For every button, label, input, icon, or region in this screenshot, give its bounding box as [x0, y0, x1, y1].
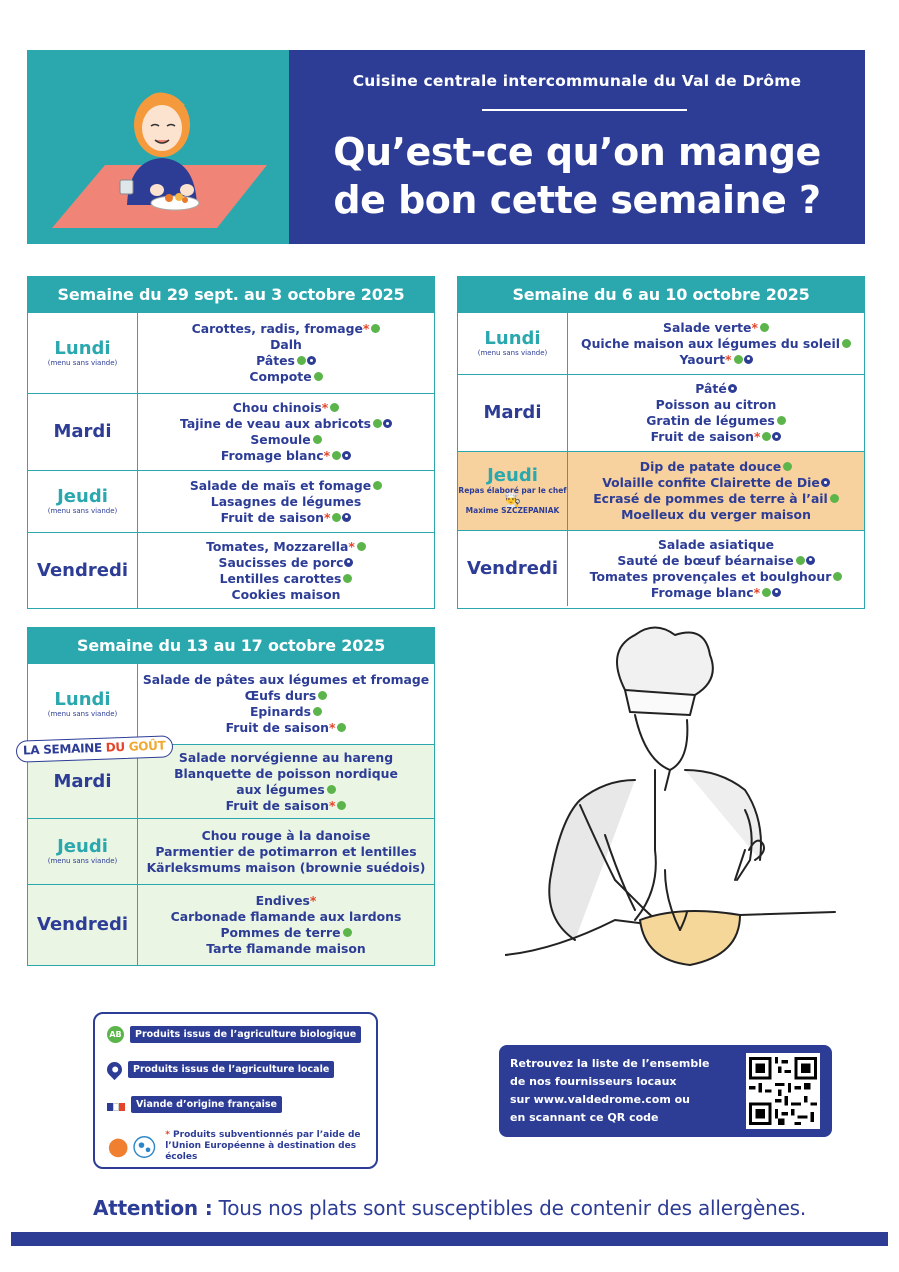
bio-icon [327, 785, 336, 794]
chef-note: Repas élaboré par le chef 👨‍🍳 [458, 486, 567, 509]
dish: Quiche maison aux légumes du soleil [581, 336, 851, 352]
dish: Carbonade flamande aux lardons [170, 909, 402, 924]
local-icon [772, 432, 781, 441]
dish-list [138, 533, 434, 608]
qr-code-pattern [749, 1056, 817, 1126]
dish-list [138, 819, 434, 884]
dish-list [138, 745, 434, 818]
dish: Chou chinois* [233, 400, 339, 416]
week-table-1 [27, 276, 435, 609]
dish: Chou rouge à la danoise [201, 827, 371, 843]
day-row-vendredi [28, 884, 434, 965]
day-name: Lundi [54, 337, 111, 359]
dish: Pâtes [256, 353, 316, 369]
header-banner [289, 50, 865, 244]
bio-icon [337, 723, 346, 732]
dish: Fruit de saison* [221, 510, 352, 526]
dish: Fruit de saison* [226, 720, 347, 736]
bio-icon [297, 356, 306, 365]
dish: Moelleux du verger maison [621, 507, 811, 522]
legend-label: * Produits subventionnés par l’aide de l’Union Européenne à destination des écoles [165, 1130, 361, 1162]
dish: Dalh [270, 337, 302, 352]
dish: Salade norvégienne au hareng [178, 749, 394, 765]
day-note: (menu sans viande) [47, 358, 118, 367]
page-title [289, 128, 865, 224]
dish: Yaourt* [679, 352, 752, 368]
week-table-2 [457, 276, 865, 609]
day-cell [28, 533, 138, 608]
dish-list [138, 313, 434, 393]
bio-icon [760, 323, 769, 332]
dish: Parmentier de potimarron et lentilles [155, 843, 417, 859]
dish: Carottes, radis, fromage* [192, 321, 381, 337]
day-name: Jeudi [487, 465, 538, 486]
dish: Lentilles carottes [220, 571, 353, 587]
hero-illustration [27, 50, 289, 244]
dish: Kärleksmums maison (brownie suédois) [146, 859, 426, 875]
day-cell [28, 313, 138, 393]
dish: Fruit de saison* [651, 429, 782, 445]
dish-list [138, 394, 434, 470]
bio-icon [373, 419, 382, 428]
dish: Tomates, Mozzarella* [206, 539, 366, 555]
dish: Tomates provençales et boulghour [590, 569, 843, 585]
day-cell [28, 394, 138, 470]
dish: Salade de maïs et fomage [190, 478, 382, 494]
chef-name: Maxime SZCZEPANIAK [465, 506, 560, 515]
dish: Pommes de terre [220, 925, 351, 941]
day-row-lundi [28, 312, 434, 393]
dish: Poisson au citron [655, 397, 777, 412]
child-eating-illustration [27, 50, 289, 244]
legend-item-bio [107, 1026, 361, 1043]
bio-icon [373, 481, 382, 490]
week-table-3 [27, 627, 435, 966]
dish: Semoule [250, 432, 321, 448]
local-icon [806, 556, 815, 565]
dish: Fromage blanc* [651, 585, 781, 601]
dish: Tarte flamande maison [206, 941, 366, 956]
bio-icon [318, 691, 327, 700]
local-icon [383, 419, 392, 428]
dish: Fruit de saison* [226, 798, 347, 814]
day-name: Vendredi [37, 914, 128, 935]
qr-code[interactable] [746, 1053, 820, 1129]
dish: Pâté [695, 381, 736, 397]
bio-icon [313, 435, 322, 444]
dish: Endives* [255, 893, 317, 908]
bio-icon [371, 324, 380, 333]
day-name: Vendredi [467, 557, 558, 579]
day-row-lundi [28, 663, 434, 744]
dish: Salade de pâtes aux légumes et fromage [142, 672, 430, 687]
dish: Tajine de veau aux abricots [180, 416, 392, 432]
bio-icon [332, 513, 341, 522]
day-name: Mardi [53, 421, 112, 442]
location-pin-icon [104, 1059, 125, 1080]
bio-icon [314, 372, 323, 381]
qr-description: Retrouvez la liste de l’ensemble de nos fournisseurs locaux sur www.valdedrome.com ou en scannant ce QR code [510, 1057, 710, 1124]
day-name: Jeudi [57, 836, 108, 857]
dish: Ecrasé de pommes de terre à l’ail [593, 491, 839, 507]
day-name: Vendredi [37, 559, 128, 581]
bio-icon [783, 462, 792, 471]
legend-label: Produits issus de l’agriculture locale [128, 1061, 334, 1078]
day-row-jeudi [28, 818, 434, 884]
header-divider [482, 109, 687, 111]
day-row-lundi [458, 312, 864, 374]
bio-icon [796, 556, 805, 565]
day-cell [458, 313, 568, 374]
footer-bar [11, 1232, 888, 1246]
bio-icon [842, 339, 851, 348]
week-title: Semaine du 13 au 17 octobre 2025 [28, 628, 434, 663]
day-name: Lundi [484, 328, 541, 349]
bio-icon [330, 403, 339, 412]
day-name: Jeudi [57, 486, 108, 507]
day-cell [458, 375, 568, 451]
day-cell [28, 664, 138, 744]
day-cell [28, 885, 138, 965]
dish: Fromage blanc* [221, 448, 351, 464]
bio-icon [777, 416, 786, 425]
bio-icon [357, 542, 366, 551]
bio-icon [313, 707, 322, 716]
bio-icon [762, 432, 771, 441]
dish-list [568, 375, 864, 451]
semaine-du-gout-badge: LA SEMAINE DU GOÛT [16, 735, 173, 762]
week-title: Semaine du 29 sept. au 3 octobre 2025 [28, 277, 434, 312]
day-cell [28, 819, 138, 884]
dish: Dip de patate douce [640, 459, 792, 475]
dish-list [138, 471, 434, 532]
dish-list [138, 664, 434, 744]
day-row-vendredi [28, 532, 434, 608]
day-name: Mardi [53, 770, 112, 792]
chef-hat-icon: 👨‍🍳 [503, 493, 522, 509]
dish: Volaille confite Clairette de Die [602, 475, 830, 491]
eu-school-scheme-icon [107, 1133, 159, 1161]
day-note: (menu sans viande) [47, 709, 118, 718]
dish: aux légumes [236, 782, 336, 798]
legend-label: Viande d’origine française [131, 1096, 282, 1113]
legend-item-local [107, 1061, 334, 1078]
day-note: (menu sans viande) [477, 349, 548, 357]
dish: Epinards [250, 704, 322, 720]
day-row-mardi [28, 393, 434, 470]
bio-icon [343, 928, 352, 937]
dish: Gratin de légumes [646, 413, 786, 429]
dish: Salade verte* [663, 320, 769, 336]
suppliers-qr-box [499, 1045, 832, 1137]
bio-icon [343, 574, 352, 583]
french-meat-icon [107, 1097, 125, 1113]
dish: Saucisses de porc [219, 555, 354, 571]
day-note: (menu sans viande) [47, 507, 118, 515]
dish: Salade asiatique [657, 536, 775, 552]
dish-list [568, 531, 864, 606]
legend-box [93, 1012, 378, 1169]
bio-label-icon: AB [107, 1026, 124, 1043]
local-icon [744, 355, 753, 364]
dish: Cookies maison [231, 586, 341, 602]
local-icon [342, 451, 351, 460]
bio-icon [734, 355, 743, 364]
local-icon [821, 478, 830, 487]
legend-item-eu [107, 1130, 376, 1163]
day-cell [28, 471, 138, 532]
legend-item-french [107, 1096, 282, 1113]
header-subtitle: Cuisine centrale intercommunale du Val de Drôme [352, 72, 802, 90]
day-row-jeudi [28, 470, 434, 532]
local-icon [344, 558, 353, 567]
dish: Lasagnes de légumes [210, 493, 362, 509]
dish: Compote [249, 369, 322, 385]
bio-icon [830, 494, 839, 503]
dish-list [568, 313, 864, 374]
dish-list [568, 452, 864, 530]
day-row-mardi [458, 374, 864, 451]
local-icon [307, 356, 316, 365]
day-name: Mardi [483, 402, 542, 423]
dish: Blanquette de poisson nordique [174, 765, 398, 781]
bio-icon [762, 588, 771, 597]
day-row-jeudi [458, 451, 864, 530]
day-name: Lundi [54, 688, 111, 710]
week-title: Semaine du 6 au 10 octobre 2025 [458, 277, 864, 312]
dish-list [138, 885, 434, 965]
dish: Œufs durs [245, 688, 328, 704]
bio-icon [337, 801, 346, 810]
day-note: (menu sans viande) [47, 857, 118, 865]
title-line-1: Qu’est-ce qu’on mange [333, 130, 821, 174]
legend-label: Produits issus de l’agriculture biologique [130, 1026, 361, 1043]
day-cell [458, 531, 568, 606]
day-cell [458, 452, 568, 530]
allergen-warning: Attention : Tous nos plats sont susceptibles de contenir des allergènes. [92, 1196, 807, 1220]
bio-icon [833, 572, 842, 581]
dish: Sauté de bœuf béarnaise [617, 553, 814, 569]
day-row-vendredi [458, 530, 864, 606]
local-icon [342, 513, 351, 522]
bio-icon [332, 451, 341, 460]
local-icon [728, 384, 737, 393]
chef-illustration [505, 620, 845, 980]
title-line-2: de bon cette semaine ? [333, 178, 821, 222]
local-icon [772, 588, 781, 597]
